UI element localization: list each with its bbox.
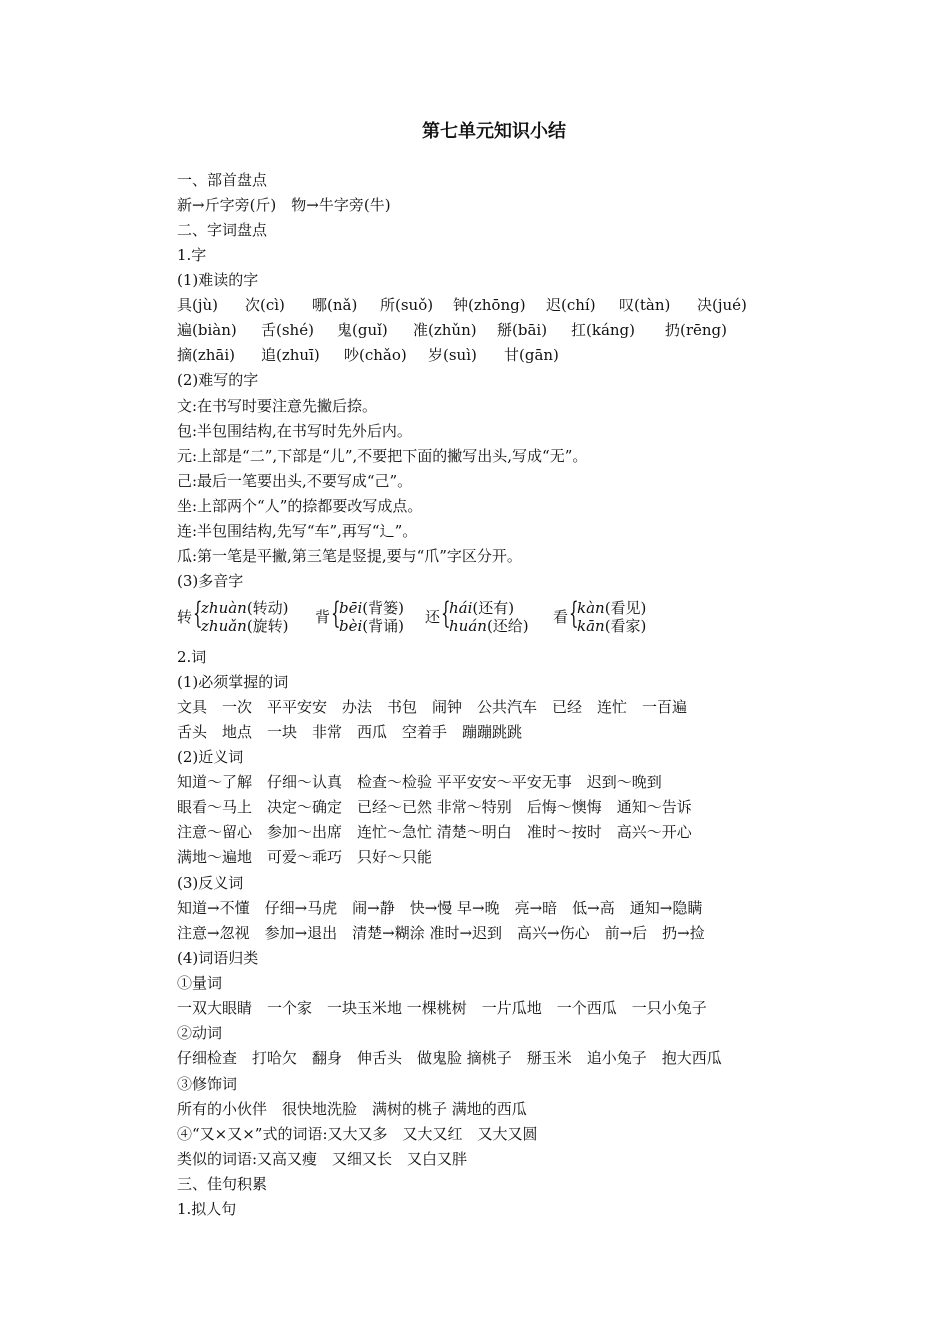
hard-read-item: 吵(chǎo)	[344, 346, 407, 364]
section-heading-sentences: 三、佳句积累	[177, 1175, 268, 1193]
must-know-row: 舌头 地点 一块 非常 西瓜 空着手 蹦蹦跳跳	[177, 723, 523, 741]
write-note: 己:最后一笔要出头,不要写成“己”。	[177, 472, 413, 490]
hard-read-item: 叹(tàn)	[619, 296, 671, 314]
subheading-words: 2.词	[177, 648, 207, 666]
category-verbs: ②动词	[177, 1024, 223, 1042]
hard-read-item: 具(jù)	[177, 296, 219, 314]
brace-icon: {	[193, 596, 203, 631]
polyphone-char: 转	[177, 608, 193, 626]
hard-read-item: 掰(bāi)	[497, 321, 548, 339]
subheading-personification: 1.拟人句	[177, 1200, 237, 1218]
polyphone-char: 背	[315, 608, 331, 626]
category-pattern-words: ④“又×又×”式的词语:又大又多 又大又红 又大又圆	[177, 1125, 538, 1143]
category-measure-words: ①量词	[177, 974, 223, 992]
hard-read-item: 扔(rēng)	[665, 321, 728, 339]
category-line: 仔细检查 打哈欠 翻身 伸舌头 做鬼脸 摘桃子 掰玉米 追小兔子 抱大西瓜	[177, 1049, 722, 1067]
hard-read-item: 次(cì)	[245, 296, 285, 314]
hard-read-row-2	[177, 321, 727, 339]
polyphone-reading: zhuǎn(旋转)	[201, 617, 289, 635]
hard-read-item: 甘(gān)	[504, 346, 559, 364]
category-similar-words: 类似的词语:又高又瘦 又细又长 又白又胖	[177, 1150, 468, 1168]
must-know-row: 文具 一次 平平安安 办法 书包 闹钟 公共汽车 已经 连忙 一百遍	[177, 698, 688, 716]
hard-read-row-1	[177, 296, 747, 314]
polyphone-reading: hái(还有)	[449, 599, 515, 617]
hard-read-item: 岁(suì)	[428, 346, 477, 364]
hard-read-item: 摘(zhāi)	[177, 346, 236, 364]
subheading-hard-to-read: (1)难读的字	[177, 271, 259, 289]
synonym-row: 知道～了解 仔细～认真 检查～检验 平平安安～平安无事 迟到～晚到	[177, 773, 662, 791]
write-note: 连:半包围结构,先写“车”,再写“辶”。	[177, 522, 418, 540]
hard-read-item: 迟(chí)	[546, 296, 596, 314]
subheading-antonyms: (3)反义词	[177, 874, 244, 892]
hard-read-item: 哪(nǎ)	[312, 296, 358, 314]
polyphone-reading: kàn(看见)	[577, 599, 647, 617]
polyphone-reading: kān(看家)	[577, 617, 647, 635]
antonym-row: 注意→忽视 参加→退出 清楚→糊涂 准时→迟到 高兴→伤心 前→后 扔→捡	[177, 924, 705, 942]
section-heading-radicals: 一、部首盘点	[177, 171, 268, 189]
polyphone-reading: bēi(背篓)	[339, 599, 404, 617]
brace-icon: {	[569, 596, 579, 631]
hard-read-item: 舌(shé)	[261, 321, 314, 339]
write-note: 坐:上部两个“人”的捺都要改写成点。	[177, 497, 423, 515]
hard-read-item: 遍(biàn)	[177, 321, 237, 339]
hard-read-item: 决(jué)	[697, 296, 747, 314]
synonym-row: 眼看～马上 决定～确定 已经～已然 非常～特别 后悔～懊悔 通知～告诉	[177, 798, 692, 816]
hard-read-item: 准(zhǔn)	[413, 321, 477, 339]
brace-icon: {	[331, 596, 341, 631]
hard-read-item: 追(zhuī)	[261, 346, 320, 364]
subheading-characters: 1.字	[177, 246, 207, 264]
write-note: 包:半包围结构,在书写时先外后内。	[177, 422, 412, 440]
hard-read-row-3	[177, 346, 559, 364]
subheading-word-categories: (4)词语归类	[177, 949, 259, 967]
category-line: 所有的小伙伴 很快地洗脸 满树的桃子 满地的西瓜	[177, 1100, 527, 1118]
brace-icon: {	[441, 596, 451, 631]
category-line: 一双大眼睛 一个家 一块玉米地 一棵桃树 一片瓜地 一个西瓜 一只小兔子	[177, 999, 707, 1017]
page-title: 第七单元知识小结	[422, 121, 566, 142]
write-note: 瓜:第一笔是平撇,第三笔是竖提,要与“爪”字区分开。	[177, 547, 522, 565]
hard-read-item: 所(suǒ)	[380, 296, 434, 314]
write-note: 文:在书写时要注意先撇后捺。	[177, 397, 378, 415]
subheading-polyphones: (3)多音字	[177, 572, 244, 590]
synonym-row: 满地～遍地 可爱～乖巧 只好～只能	[177, 848, 433, 866]
polyphone-reading: huán(还给)	[449, 617, 529, 635]
antonym-row: 知道→不懂 仔细→马虎 闹→静 快→慢 早→晚 亮→暗 低→高 通知→隐瞒	[177, 899, 703, 917]
subheading-must-know: (1)必须掌握的词	[177, 673, 289, 691]
radicals-line: 新→斤字旁(斤) 物→牛字旁(牛)	[177, 196, 391, 214]
hard-read-item: 钟(zhōng)	[453, 296, 526, 314]
subheading-synonyms: (2)近义词	[177, 748, 244, 766]
subheading-hard-to-write: (2)难写的字	[177, 371, 259, 389]
polyphone-reading: zhuàn(转动)	[201, 599, 289, 617]
category-modifiers: ③修饰词	[177, 1075, 238, 1093]
write-note: 元:上部是“二”,下部是“儿”,不要把下面的撇写出头,写成“无”。	[177, 447, 588, 465]
hard-read-item: 扛(káng)	[571, 321, 635, 339]
polyphone-char: 还	[425, 608, 441, 626]
hard-read-item: 鬼(guǐ)	[337, 321, 388, 339]
synonym-row: 注意～留心 参加～出席 连忙～急忙 清楚～明白 准时～按时 高兴～开心	[177, 823, 692, 841]
polyphone-char: 看	[553, 608, 569, 626]
section-heading-words: 二、字词盘点	[177, 221, 268, 239]
polyphone-reading: bèi(背诵)	[339, 617, 404, 635]
